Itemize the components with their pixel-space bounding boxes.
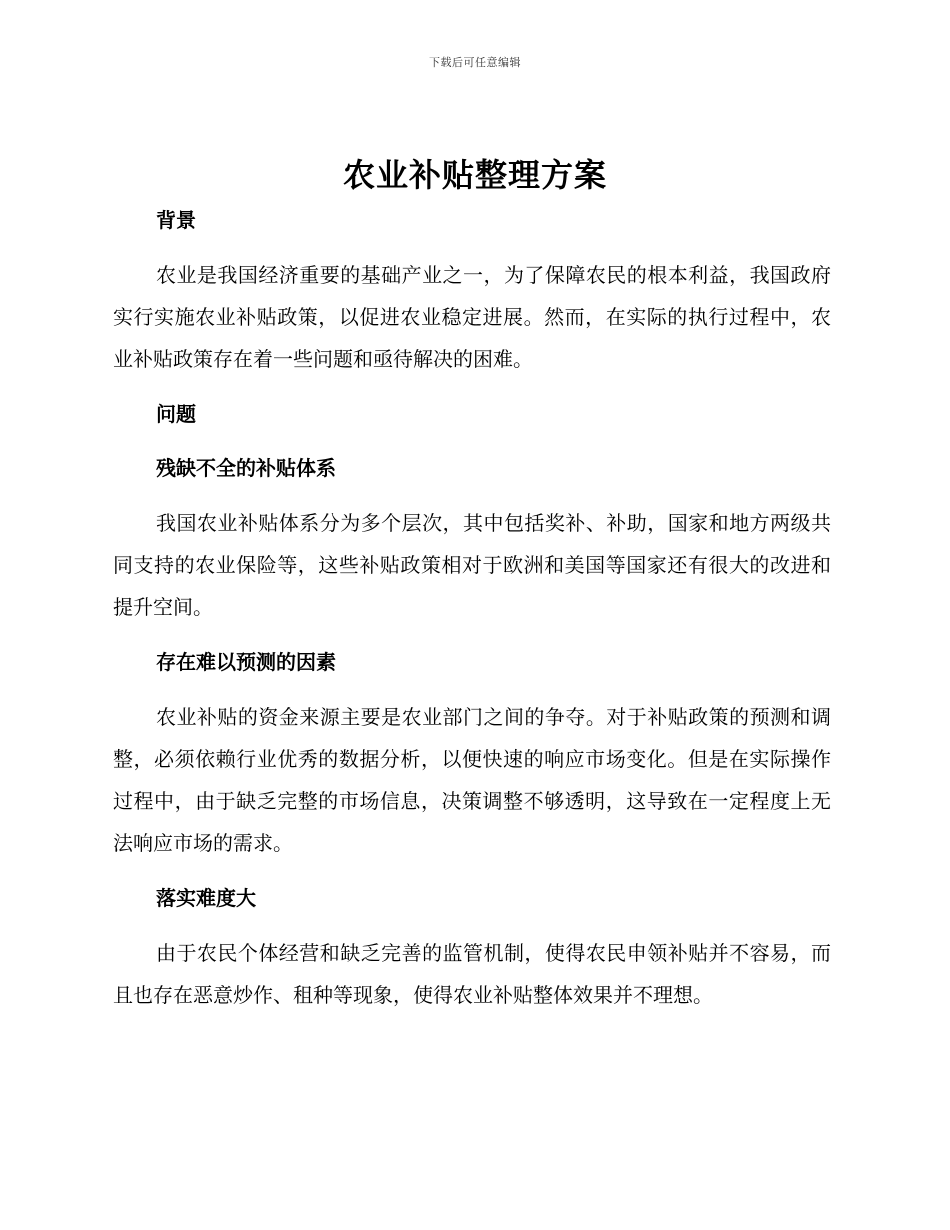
- document-body: [113, 200, 831, 1016]
- section-heading-problems: 问题: [156, 402, 196, 426]
- paragraph-incomplete-system: 我国农业补贴体系分为多个层次，其中包括奖补、补助，国家和地方两级共同支持的农业保险等，这些补贴政策相对于欧洲和美国等国家还有很大的改进和提升空间。: [113, 511, 831, 619]
- section-heading-background: 背景: [156, 208, 196, 232]
- paragraph-background: 农业是我国经济重要的基础产业之一，为了保障农民的根本利益，我国政府实行实施农业补贴政策，以促进农业稳定进展。然而，在实际的执行过程中，农业补贴政策存在着一些问题和亟待解决的困难。: [113, 263, 831, 371]
- document-title: 农业补贴整理方案: [342, 156, 607, 194]
- paragraph-implementation-difficulty: 由于农民个体经营和缺乏完善的监管机制，使得农民申领补贴并不容易，而且也存在恶意炒作、租种等现象，使得农业补贴整体效果并不理想。: [113, 941, 831, 1007]
- paragraph-unpredictable-factors: 农业补贴的资金来源主要是农业部门之间的争夺。对于补贴政策的预测和调整，必须依赖行业优秀的数据分析，以便快速的响应市场变化。但是在实际操作过程中，由于缺乏完整的市场信息，决策调整不够透明，这导致在一定程度上无法响应市场的需求。: [113, 705, 831, 855]
- header-note: 下载后可任意编辑: [429, 56, 521, 69]
- subheading-implementation-difficulty: 落实难度大: [156, 886, 256, 910]
- subheading-unpredictable-factors: 存在难以预测的因素: [156, 650, 336, 674]
- subheading-incomplete-system: 残缺不全的补贴体系: [156, 456, 336, 480]
